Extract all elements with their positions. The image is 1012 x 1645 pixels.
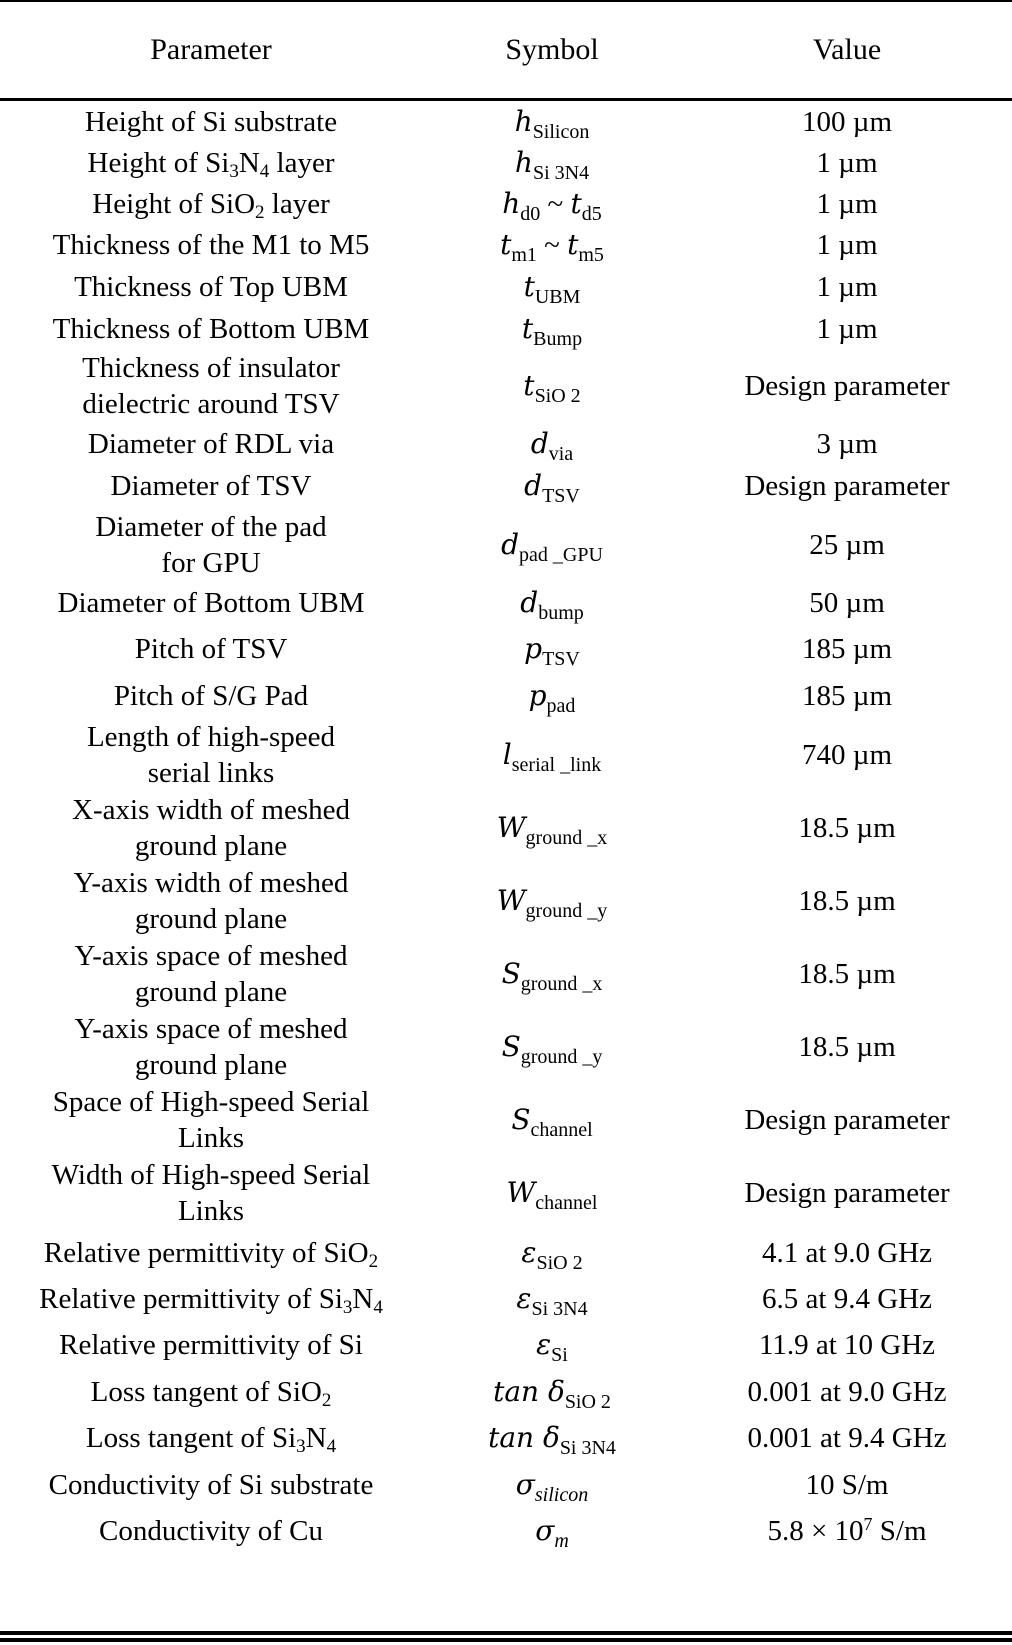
parameter-line: dielectric around TSV: [82, 388, 340, 420]
parameter-line: Loss tangent of SiO$_2$: [90, 1376, 332, 1411]
parameter-cell: [0, 938, 422, 1010]
header-value: Value: [812, 33, 882, 66]
parameter-cell: [0, 227, 422, 263]
parameter-cell: [0, 311, 422, 347]
symbol-cell: $\tan \delta_{SiO 2}$: [493, 1375, 611, 1413]
parameter-line: Pitch of S/G Pad: [113, 680, 309, 712]
parameter-cell: [0, 631, 422, 667]
parameter-cell: [0, 350, 422, 422]
symbol-cell: $p_{pad}$: [528, 679, 576, 717]
parameter-cell: [0, 1420, 422, 1456]
parameter-line: Links: [177, 1122, 245, 1154]
parameter-line: for GPU: [161, 547, 261, 579]
parameter-cell: [0, 1084, 422, 1156]
parameter-line: Height of SiO$_2$ layer: [92, 188, 330, 223]
symbol-cell: $S_{ground \_y}$: [501, 1030, 603, 1068]
header-parameter: Parameter: [150, 33, 272, 66]
parameter-line: Diameter of Bottom UBM: [57, 587, 365, 619]
value-cell: 100 µm: [801, 106, 893, 138]
value-cell: 18.5 µm: [798, 1031, 896, 1063]
symbol-cell: $d_{via}$: [530, 427, 574, 465]
parameter-cell: [0, 1374, 422, 1410]
symbol-cell: $h_{Silicon}$: [514, 105, 590, 143]
symbol-cell: $S_{ground \_x}$: [501, 957, 603, 995]
parameter-cell: [0, 792, 422, 864]
parameter-line: X-axis width of meshed: [72, 794, 350, 826]
value-cell: 185 µm: [801, 680, 893, 712]
symbol-cell: $d_{TSV}$: [524, 469, 580, 507]
parameter-cell: [0, 269, 422, 305]
value-cell: 11.9 at 10 GHz: [758, 1329, 936, 1361]
parameter-cell: [0, 468, 422, 504]
parameter-line: ground plane: [134, 903, 288, 935]
symbol-cell: $W_{ground \_x}$: [496, 811, 608, 849]
parameter-cell: [0, 585, 422, 621]
value-cell: Design parameter: [744, 1177, 950, 1209]
symbol-cell: $\varepsilon_{Si 3N4}$: [516, 1282, 588, 1320]
parameter-line: Thickness of the M1 to M5: [52, 229, 370, 261]
value-cell: 740 µm: [801, 739, 893, 771]
parameter-cell: [0, 678, 422, 714]
header-rule: [0, 98, 1012, 101]
parameter-line: Relative permittivity of $Si_3N_4$: [39, 1283, 383, 1318]
parameter-line: Space of High-speed Serial: [52, 1086, 370, 1118]
value-cell: 0.001 at 9.0 GHz: [747, 1376, 947, 1408]
value-cell: 18.5 µm: [798, 885, 896, 917]
parameter-line: Y-axis space of meshed: [74, 940, 348, 972]
symbol-cell: $l_{serial \_link}$: [502, 738, 602, 776]
parameter-cell: [0, 1513, 422, 1549]
symbol-cell: $t_{m1}$ ~ $t_{m5}$: [500, 228, 604, 266]
value-cell: 4.1 at 9.0 GHz: [762, 1237, 932, 1269]
parameter-cell: [0, 1281, 422, 1317]
parameter-line: Thickness of insulator: [82, 352, 340, 384]
symbol-cell: $W_{channel}$: [506, 1176, 598, 1214]
parameter-cell: [0, 1011, 422, 1083]
parameter-line: Diameter of TSV: [110, 470, 312, 502]
parameter-line: Relative permittivity of Si: [59, 1329, 363, 1361]
parameter-cell: [0, 1157, 422, 1229]
value-cell: 3 µm: [816, 428, 878, 460]
top-rule: [0, 0, 1012, 2]
bottom-double-rule-1: [0, 1631, 1012, 1635]
value-cell: 1 µm: [816, 229, 878, 261]
symbol-cell: $p_{TSV}$: [524, 632, 580, 670]
symbol-cell: $\varepsilon_{Si}$: [536, 1328, 568, 1366]
parameter-cell: [0, 509, 422, 581]
parameter-line: Y-axis space of meshed: [74, 1013, 348, 1045]
parameter-line: Relative permittivity of SiO$_2$: [43, 1237, 379, 1272]
parameter-line: Loss tangent of $Si_3N_4$: [85, 1422, 337, 1457]
parameter-line: Conductivity of Si substrate: [48, 1469, 374, 1501]
parameter-line: Thickness of Bottom UBM: [52, 313, 370, 345]
parameter-cell: [0, 104, 422, 140]
symbol-cell: $t_{UBM}$: [523, 270, 581, 308]
symbol-cell: $\tan \delta_{Si 3N4}$: [488, 1421, 616, 1459]
header-symbol: Symbol: [505, 33, 599, 66]
value-cell: Design parameter: [744, 370, 950, 402]
parameter-line: Length of high-speed: [86, 721, 336, 753]
symbol-cell: $h_{d0}$ ~ $t_{d5}$: [502, 187, 602, 225]
symbol-cell: $t_{SiO 2}$: [523, 369, 581, 407]
value-cell: 185 µm: [801, 633, 893, 665]
parameter-cell: [0, 426, 422, 462]
value-cell: 10 S/m: [805, 1469, 889, 1501]
value-cell: 1 µm: [816, 313, 878, 345]
parameter-cell: [0, 145, 422, 181]
parameter-cell: [0, 1327, 422, 1363]
value-cell: 6.5 at 9.4 GHz: [762, 1283, 932, 1315]
parameter-line: Pitch of TSV: [134, 633, 288, 665]
parameter-line: Height of Si substrate: [84, 106, 338, 138]
parameter-cell: [0, 186, 422, 222]
symbol-cell: $W_{ground \_y}$: [496, 884, 608, 922]
value-cell: $5.8 \times 10^7$ S/m: [767, 1514, 927, 1547]
symbol-cell: $t_{Bump}$: [521, 312, 583, 350]
symbol-cell: $\sigma_m$: [535, 1514, 569, 1552]
parameter-line: Height of $Si_3N_4$ layer: [87, 147, 335, 182]
value-cell: 18.5 µm: [798, 812, 896, 844]
parameter-line: ground plane: [134, 1049, 288, 1081]
parameter-cell: [0, 719, 422, 791]
symbol-cell: $S_{channel}$: [511, 1103, 593, 1141]
symbol-cell: $h_{Si 3N4}$: [514, 146, 590, 184]
value-cell: 25 µm: [809, 529, 885, 561]
parameter-line: Conductivity of Cu: [99, 1515, 323, 1547]
value-cell: Design parameter: [744, 470, 950, 502]
parameter-line: Diameter of the pad: [95, 511, 327, 543]
value-cell: 50 µm: [809, 587, 885, 619]
symbol-cell: $\sigma_{silicon}$: [515, 1468, 589, 1506]
parameter-cell: [0, 1467, 422, 1503]
symbol-cell: $d_{pad \_GPU}$: [501, 528, 603, 566]
parameter-line: ground plane: [134, 976, 288, 1008]
parameter-line: Thickness of Top UBM: [74, 271, 348, 303]
symbol-cell: $d_{bump}$: [520, 586, 584, 624]
value-cell: 1 µm: [816, 147, 878, 179]
symbol-cell: $\varepsilon_{SiO 2}$: [521, 1236, 583, 1274]
value-cell: 18.5 µm: [798, 958, 896, 990]
parameter-line: Links: [177, 1195, 245, 1227]
bottom-double-rule-2: [0, 1638, 1012, 1642]
parameter-cell: [0, 1235, 422, 1271]
parameter-line: serial links: [147, 757, 275, 789]
parameter-line: Y-axis width of meshed: [73, 867, 349, 899]
parameter-line: ground plane: [134, 830, 288, 862]
parameter-cell: [0, 865, 422, 937]
value-cell: 1 µm: [816, 188, 878, 220]
value-cell: 1 µm: [816, 271, 878, 303]
value-cell: 0.001 at 9.4 GHz: [747, 1422, 947, 1454]
value-cell: Design parameter: [744, 1104, 950, 1136]
parameter-line: Diameter of RDL via: [87, 428, 335, 460]
parameter-line: Width of High-speed Serial: [51, 1159, 371, 1191]
